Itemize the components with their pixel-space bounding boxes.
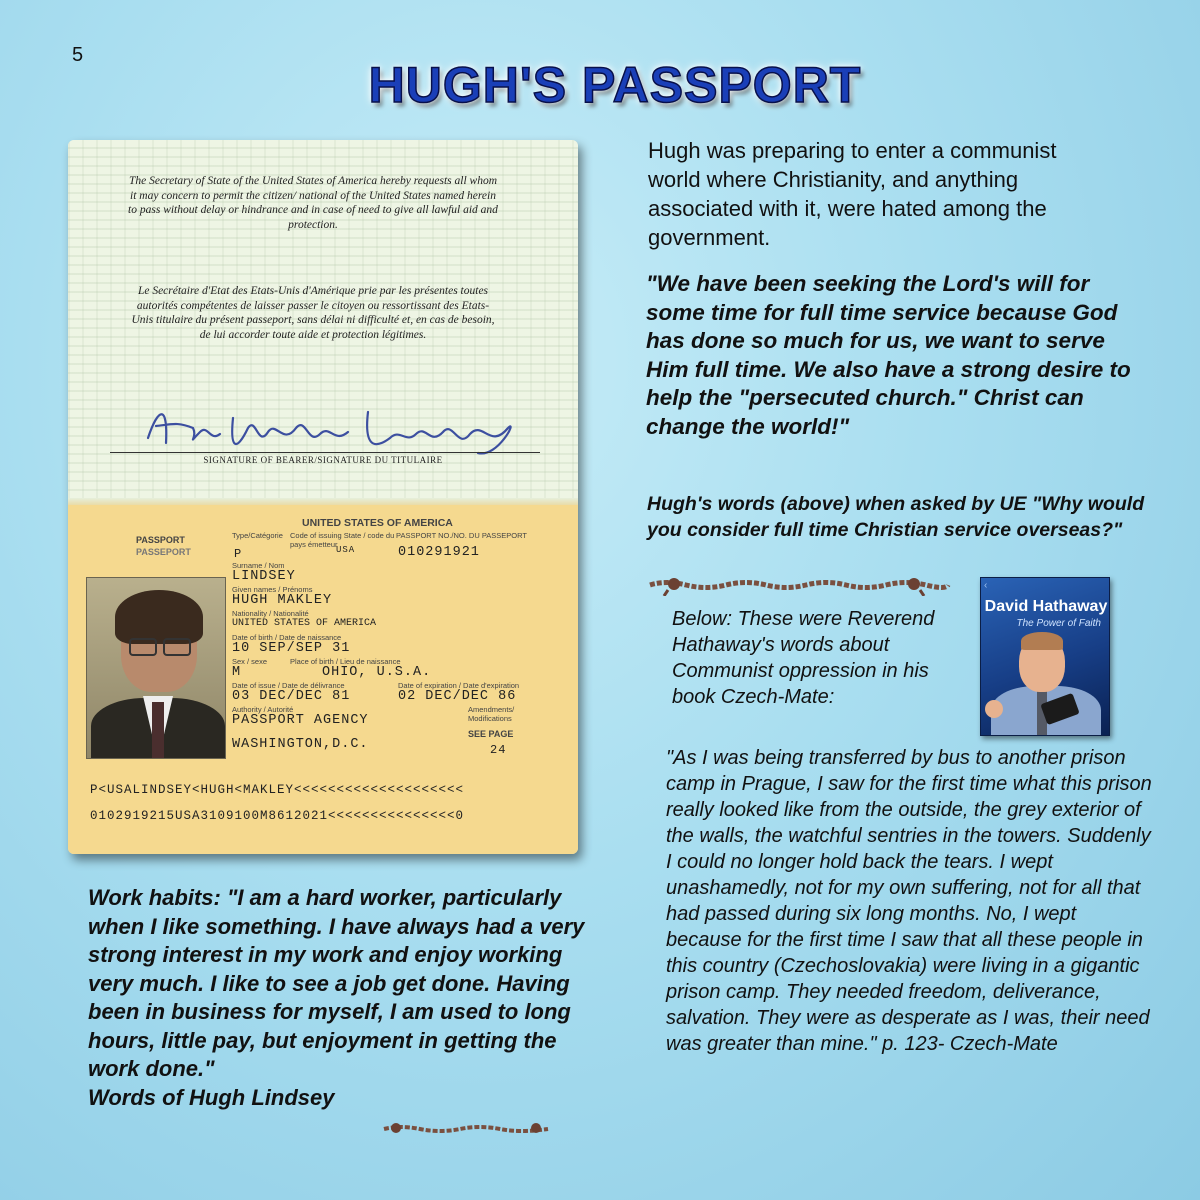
passport-type: P [234, 547, 243, 561]
intro-paragraph: Hugh was preparing to enter a communist world where Christianity, and anything associated with it, were hated among the government. [648, 138, 1057, 250]
given-label: Given names / Prénoms [232, 585, 313, 594]
rope-divider [646, 574, 952, 596]
passport-request-page [68, 140, 578, 500]
passport-number: 010291921 [398, 545, 480, 560]
passport-photo [86, 577, 226, 759]
surname-label: Surname / Nom [232, 561, 285, 570]
passport-data-page [68, 505, 578, 854]
back-arrow-icon: ‹ [984, 580, 988, 591]
passport-issue-date: 03 DEC/DEC 81 [232, 689, 351, 704]
amendments-label: Amendments/ Modifications [468, 705, 515, 723]
passport-authority-city: WASHINGTON,D.C. [232, 737, 369, 752]
see-page-number: 24 [490, 743, 507, 757]
passport-label-en: PASSPORT [136, 535, 185, 545]
nationality-label: Nationality / Nationalité [232, 609, 309, 618]
dob-label: Date of birth / Date de naissance [232, 633, 342, 642]
passport-nationality: UNITED STATES OF AMERICA [232, 618, 377, 629]
work-attribution: Words of Hugh Lindsey [88, 1084, 335, 1110]
work-habits-quote [88, 884, 588, 1112]
passport-sex: M [232, 665, 242, 680]
passport-expiry-date: 02 DEC/DEC 86 [398, 689, 517, 704]
passport-authority: PASSPORT AGENCY [232, 713, 369, 728]
page-number: 5 [72, 44, 84, 66]
authority-label: Authority / Autorité [232, 705, 294, 714]
book-cover-image [980, 577, 1110, 736]
signature-label: SIGNATURE OF BEARER/SIGNATURE DU TITULAIRE [203, 455, 443, 465]
rope-divider-small [380, 1120, 552, 1138]
sex-label: Sex / sexe [232, 657, 268, 666]
number-label: PASSPORT NO./NO. DU PASSEPORT [396, 531, 528, 540]
passport-surname: LINDSEY [232, 569, 296, 584]
signature-image [138, 398, 538, 458]
type-label: Type/Catégorie [232, 531, 283, 540]
passport-english-request: The Secretary of State of the United States of America hereby requests all whom it may concern to permit the citizen/ national of the United States named herein to pass without delay or hindrance and in case of need to give all lawful aid and protection. [128, 175, 498, 231]
ue-question-caption: Hugh's words (above) when asked by UE "Why would you consider full time Christian service overseas?" [647, 493, 1145, 541]
passport-label-fr: PASSEPORT [136, 547, 191, 557]
expiry-label: Date of expiration / Date d'expiration [398, 681, 520, 690]
passport-code: USA [336, 545, 356, 555]
passport-given-names: HUGH MAKLEY [232, 593, 333, 608]
issue-label: Date of issue / Date de délivrance [232, 681, 345, 690]
page-title: HUGH'S PASSPORT [368, 57, 862, 113]
hugh-service-quote: "We have been seeking the Lord's will for some time for full time service because God has done so much for us, we want to serve Him full time. We also have a strong desire to help the "persecuted church." Christ can change the world!" [646, 271, 1131, 439]
passport-mrz-line-1: P<USALINDSEY<HUGH<MAKLEY<<<<<<<<<<<<<<<<<<<< [90, 783, 465, 797]
see-page-label: SEE PAGE [468, 729, 514, 739]
pob-label: Place of birth / Lieu de naissance [290, 657, 401, 666]
code-label: Code of issuing State / code du pays émetteur [290, 531, 395, 549]
passport-mrz-line-2: 0102919215USA3109100M8612021<<<<<<<<<<<<<<<0 [90, 809, 465, 823]
passport-french-request: Le Secrétaire d'Etat des Etats-Unis d'Amérique prie par les présentes toutes autorités compétentes de laisser passer le citoyen ou ressortissant des Etats-Unis titulaire du présent passeport, sans délai ni difficulté et, en cas de besoin, de lui accorder toute aide et protection légitimes. [131, 285, 495, 341]
book-intro-caption: Below: These were Reverend Hathaway's words about Communist oppression in his book Czech-Mate: [672, 608, 935, 708]
hathaway-quote: "As I was being transferred by bus to another prison camp in Prague, I saw for the first time what this prison really looked like from the outside, the grey exterior of the walls, the watchful sentries in the towers. Suddenly I could no longer hold back the tears. I wept unashamedly, not for my own suffering, not for all that had passed during six long months. No, I wept because for the first time I saw that all these people in this country (Czechoslovakia) were living in a gigantic prison camp. They needed freedom, deliverance, salvation. They were as desperate as I was, their need was greater than mine." p. 123- Czech-Mate [666, 747, 1152, 1055]
passport-dob: 10 SEP/SEP 31 [232, 641, 351, 656]
work-habits-text: Work habits: "I am a hard worker, particularly when I like something. I have always had a very strong interest in my work and enjoy working very much. I like to see a job get done. Having been in business for myself, I am used to long hours, little pay, but enjoyment in getting the work done." [88, 885, 585, 1081]
passport-pob: OHIO, U.S.A. [322, 665, 432, 680]
passport-image [68, 140, 578, 854]
book-subtitle: The Power of Faith [1016, 618, 1101, 629]
passport-country: UNITED STATES OF AMERICA [302, 517, 453, 529]
book-author: David Hathaway [984, 598, 1108, 615]
signature-line [110, 452, 540, 453]
